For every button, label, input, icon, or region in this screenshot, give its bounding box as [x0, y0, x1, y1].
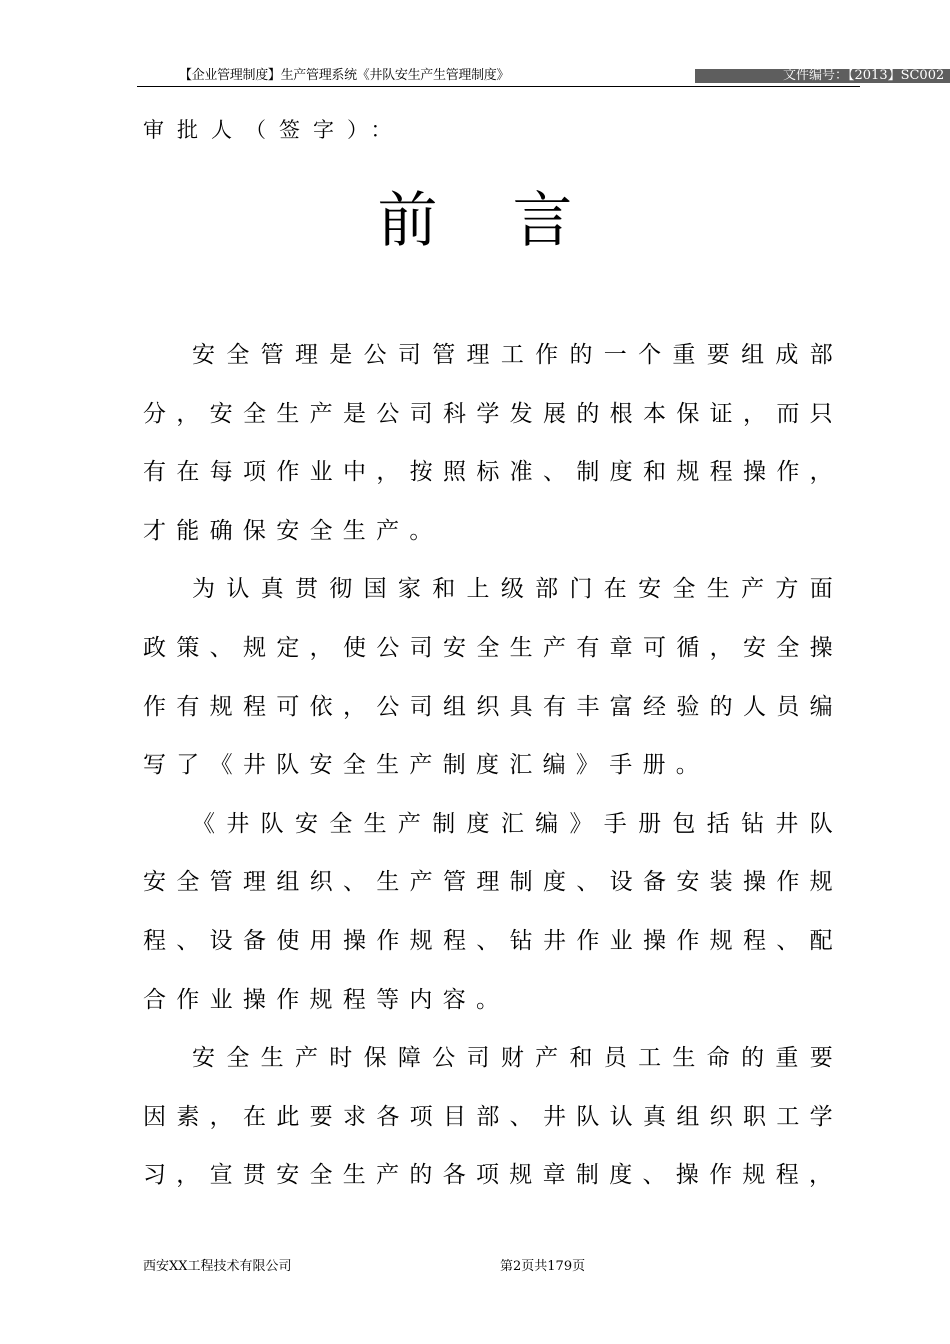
footer-company-name: 西安XX工程技术有限公司 [143, 1259, 292, 1274]
paragraph-3: 《井队安全生产制度汇编》手册包括钻井队安全管理组织、生产管理制度、设备安装操作规程、设备使用操作规程、钻井作业操作规程、配合作业操作规程等内容。 [143, 810, 843, 1013]
header-document-number: 文件编号：【2013】SC002 [783, 68, 945, 83]
page-footer [0, 1257, 950, 1277]
page-title [0, 185, 950, 257]
paragraph-4: 安全生产时保障公司财产和员工生命的重要因素，在此要求各项目部、井队认真组织职工学习，宣贯安全生产的各项规章制度、操作规程， [143, 1045, 843, 1189]
footer-page-number: 第2页共179页 [500, 1259, 586, 1274]
header-document-title: 【企业管理制度】生产管理系统《井队安生产生管理制度》 [179, 68, 510, 83]
paragraph-2: 为认真贯彻国家和上级部门在安全生产方面政策、规定，使公司安全生产有章可循，安全操作有规程可依，公司组织具有丰富经验的人员编写了《井队安全生产制度汇编》手册。 [143, 576, 843, 779]
title-char-1: 前 [377, 186, 438, 256]
approver-signature-label: 审批人（签字）： [143, 118, 405, 142]
paragraph-1: 安全管理是公司管理工作的一个重要组成部分，安全生产是公司科学发展的根本保证，而只有在每项作业中，按照标准、制度和规程操作，才能确保安全生产。 [143, 342, 843, 544]
page-header [137, 67, 945, 87]
preface-body [143, 326, 843, 1205]
title-char-2: 言 [512, 186, 573, 256]
